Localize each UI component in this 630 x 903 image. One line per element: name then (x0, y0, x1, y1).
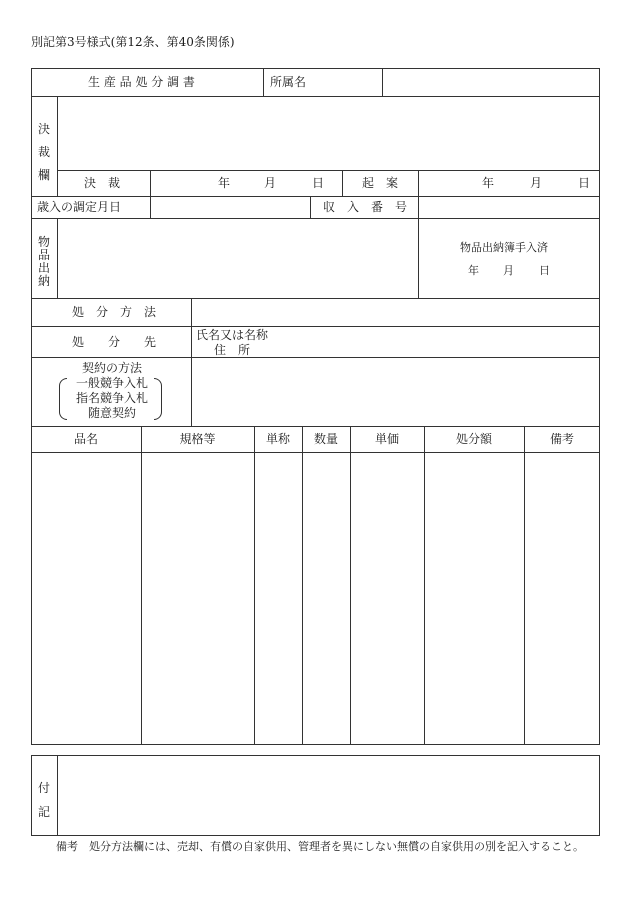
disposal-method-field[interactable] (196, 302, 594, 322)
goods-out-side-label: 物品出納 (37, 235, 50, 288)
contract-field[interactable] (196, 361, 594, 421)
address-label: 住 所 (214, 343, 251, 357)
revenue-number-label: 収 入 番 号 (323, 200, 408, 214)
approval-side-label: 決裁欄 (37, 122, 50, 182)
draft-year-label: 年 (482, 176, 495, 190)
ledger-label: 物品出納簿手入済 (460, 241, 548, 254)
contract-option-0: 一般競争入札 (76, 376, 149, 390)
kessai-label: 決 裁 (84, 176, 121, 190)
kessai-year-label: 年 (218, 176, 231, 190)
kessai-day-label: 日 (312, 176, 325, 190)
form-title: 別記第3号様式(第12条、第40条関係) (31, 35, 235, 49)
right-paren (154, 378, 162, 420)
items-header-qty: 数量 (313, 432, 338, 446)
name-label: 氏名又は名称 (196, 328, 269, 342)
draft-month-label: 月 (530, 176, 543, 190)
contract-option-2: 随意契約 (88, 406, 137, 420)
items-table-body[interactable] (33, 455, 598, 743)
revenue-number-field[interactable] (422, 199, 596, 215)
items-header-remarks: 備考 (549, 432, 574, 446)
kessai-month-label: 月 (264, 176, 277, 190)
revenue-date-field[interactable] (154, 199, 306, 215)
items-header-unit: 単称 (265, 432, 290, 446)
goods-out-field[interactable] (62, 222, 414, 294)
dept-value-field[interactable] (388, 72, 594, 92)
contract-option-1: 指名競争入札 (76, 391, 149, 405)
dept-label: 所属名 (270, 75, 307, 89)
ledger-year-label: 年 (468, 264, 479, 277)
notes-side-label: 付記 (37, 781, 50, 819)
approval-stamp-area[interactable] (62, 100, 594, 164)
left-paren (59, 378, 67, 420)
notes-field[interactable] (62, 759, 596, 832)
items-header-amount: 処分額 (455, 432, 492, 446)
draft-day-label: 日 (578, 176, 591, 190)
items-header-price: 単価 (374, 432, 399, 446)
disposal-dest-label: 処 分 先 (72, 335, 157, 349)
disposal-dest-field[interactable] (280, 329, 594, 355)
contract-title: 契約の方法 (82, 361, 143, 375)
draft-label: 起 案 (362, 176, 399, 190)
ledger-day-label: 日 (539, 264, 550, 277)
disposal-method-label: 処 分 方 法 (72, 305, 157, 319)
footer-remark: 備考 処分方法欄には、売却、有償の自家供用、管理者を異にしない無償の自家供用の別を記入すること。 (56, 840, 584, 853)
ledger-month-label: 月 (503, 264, 514, 277)
items-header-name: 品名 (73, 432, 98, 446)
doc-title: 生 産 品 処 分 調 書 (88, 75, 195, 89)
revenue-date-label: 歳入の調定月日 (37, 200, 122, 214)
items-header-spec: 規格等 (179, 432, 216, 446)
